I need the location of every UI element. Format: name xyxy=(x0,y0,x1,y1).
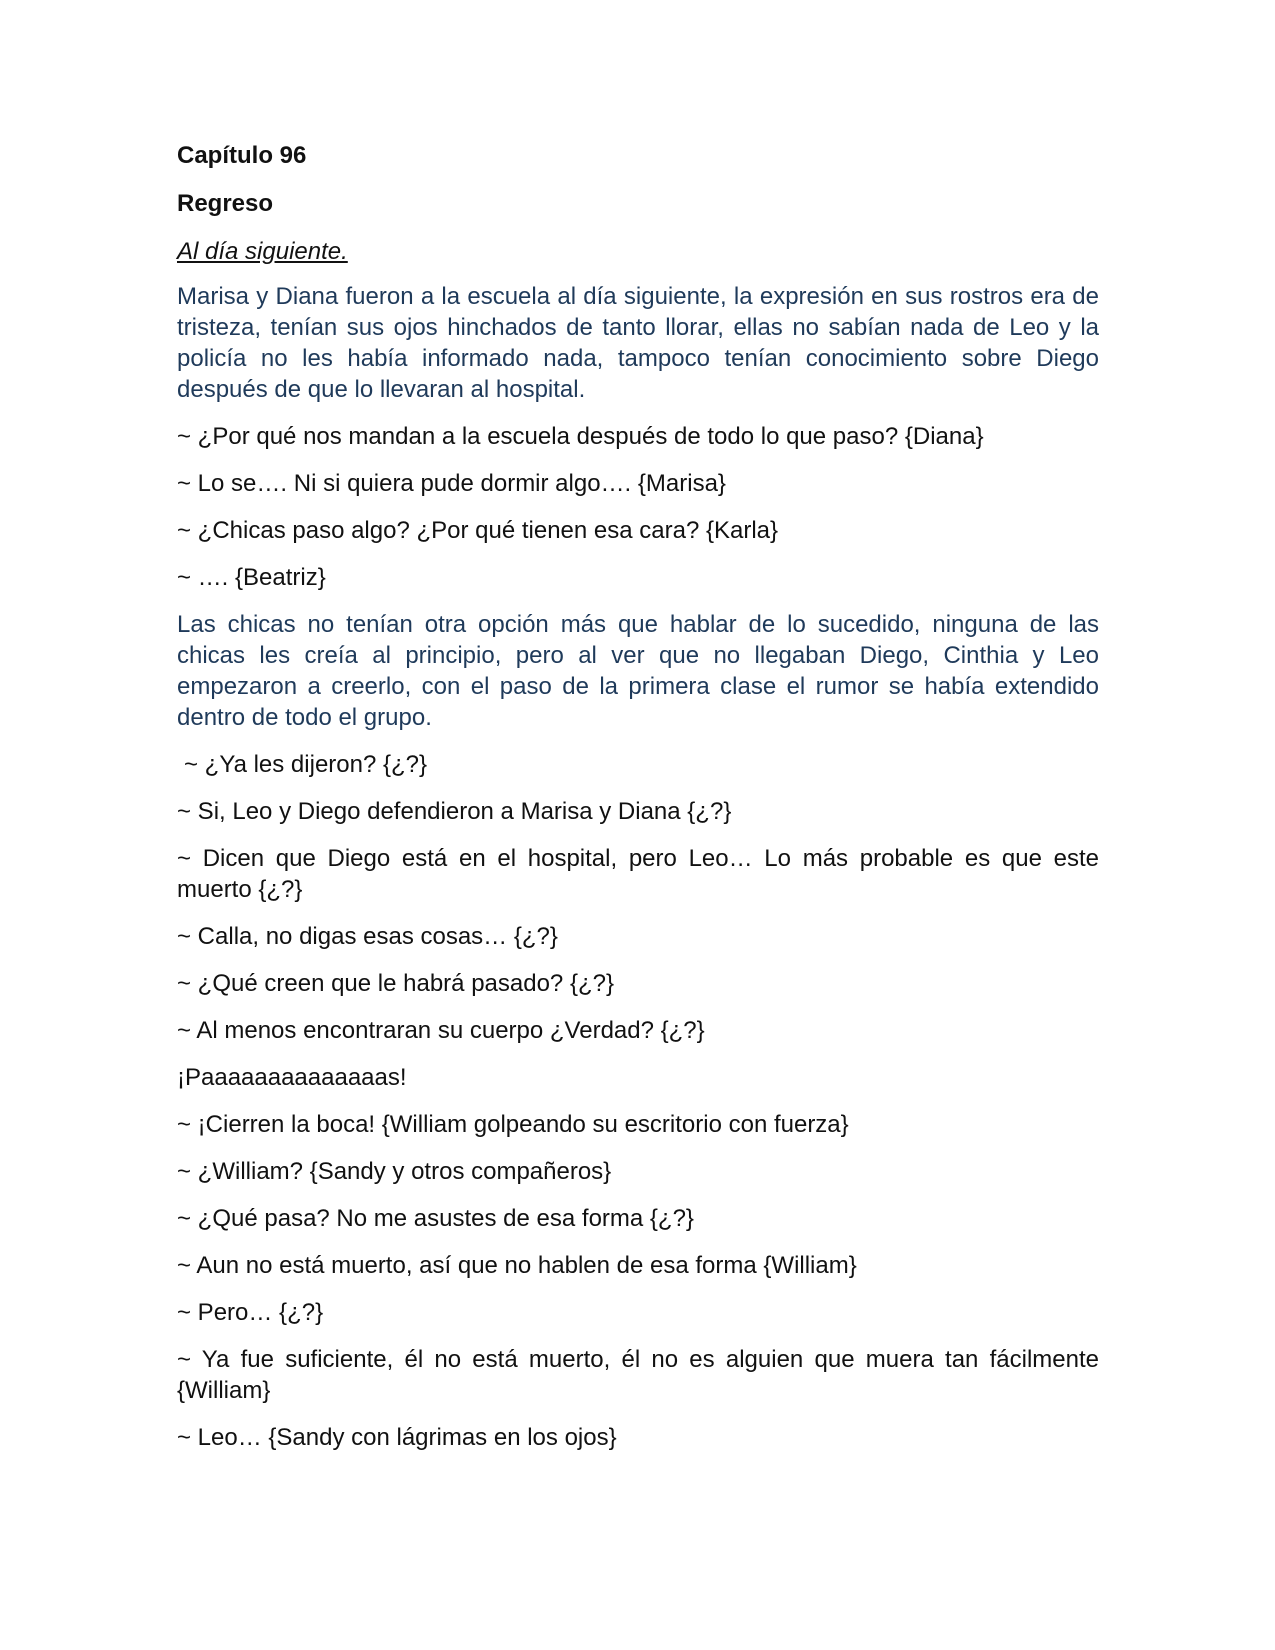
dialogue-line: ~ …. {Beatriz} xyxy=(177,564,326,591)
dialogue-line: ~ Al menos encontraran su cuerpo ¿Verdad? {¿?} xyxy=(177,1017,705,1044)
dialogue-line: ~ Lo se…. Ni si quiera pude dormir algo…. {Marisa} xyxy=(177,470,726,497)
dialogue-line: ~ ¿Por qué nos mandan a la escuela después de todo lo que paso? {Diana} xyxy=(177,423,984,450)
chapter-title: Capítulo 96 xyxy=(177,142,307,169)
chapter-name: Regreso xyxy=(177,190,274,217)
dialogue-line: ~ ¿Chicas paso algo? ¿Por qué tienen esa cara? {Karla} xyxy=(177,517,779,544)
dialogue-line: ~ Leo… {Sandy con lágrimas en los ojos} xyxy=(177,1424,617,1451)
dialogue-line: ~ Dicen que Diego está en el hospital, pero Leo… Lo más probable es que este muerto {¿?} xyxy=(177,845,1099,903)
narrative-paragraph: Marisa y Diana fueron a la escuela al día siguiente, la expresión en sus rostros era de tristeza, tenían sus ojos hinchados de tanto llorar, ellas no sabían nada de Leo y la policía no les había informado nada, tampoco tenían conocimiento sobre Diego después de que lo llevaran al hospital. xyxy=(177,283,1099,403)
narrative-paragraph: Las chicas no tenían otra opción más que hablar de lo sucedido, ninguna de las chicas les creía al principio, pero al ver que no llegaban Diego, Cinthia y Leo empezaron a creerlo, con el paso de la primera clase el rumor se había extendido dentro de todo el grupo. xyxy=(177,611,1099,731)
dialogue-line: ~ Calla, no digas esas cosas… {¿?} xyxy=(177,923,558,950)
dialogue-line: ~ Pero… {¿?} xyxy=(177,1299,324,1326)
dialogue-line: ~ Ya fue suficiente, él no está muerto, él no es alguien que muera tan fácilmente {William} xyxy=(177,1346,1099,1404)
dialogue-line: ~ Aun no está muerto, así que no hablen de esa forma {William} xyxy=(177,1252,857,1279)
dialogue-line: ~ ¡Cierren la boca! {William golpeando su escritorio con fuerza} xyxy=(177,1111,849,1138)
dialogue-line: ~ ¿William? {Sandy y otros compañeros} xyxy=(177,1158,612,1185)
dialogue-line: ~ ¿Qué pasa? No me asustes de esa forma {¿?} xyxy=(177,1205,694,1232)
time-note: Al día siguiente. xyxy=(177,238,348,265)
dialogue-line: ~ ¿Qué creen que le habrá pasado? {¿?} xyxy=(177,970,614,997)
dialogue-line: ~ ¿Ya les dijeron? {¿?} xyxy=(184,751,428,778)
document-page xyxy=(177,140,1099,1469)
dialogue-line: ~ Si, Leo y Diego defendieron a Marisa y Diana {¿?} xyxy=(177,798,732,825)
sound-effect: ¡Paaaaaaaaaaaaaas! xyxy=(177,1064,407,1091)
